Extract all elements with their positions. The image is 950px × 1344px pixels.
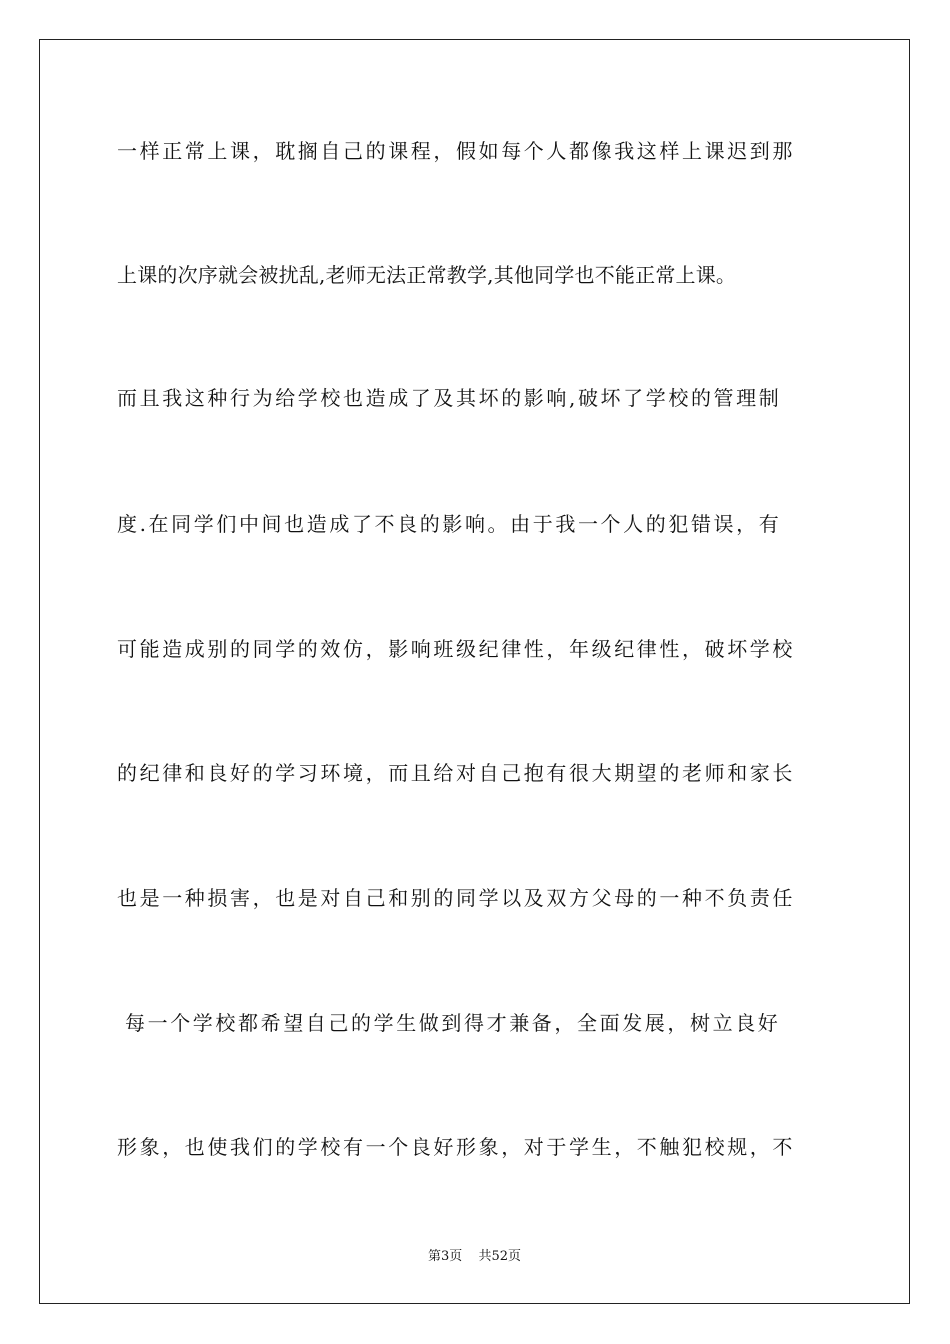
document-body	[40, 40, 909, 1303]
text-line: 的纪律和良好的学习环境，而且给对自己抱有很大期望的老师和家长	[117, 761, 795, 785]
text-line: 每一个学校都希望自己的学生做到得才兼备，全面发展，树立良好	[125, 1011, 781, 1035]
page-total: 共52页	[478, 1249, 521, 1264]
text-line: 上课的次序就会被扰乱,老师无法正常教学,其他同学也不能正常上课。	[117, 263, 737, 287]
page-frame	[39, 39, 910, 1304]
page-number: 第3页	[428, 1249, 463, 1264]
text-line: 也是一种损害，也是对自己和别的同学以及双方父母的一种不负责任	[117, 886, 795, 910]
text-line: 一样正常上课，耽搁自己的课程，假如每个人都像我这样上课迟到那	[117, 139, 795, 163]
text-line: 形象，也使我们的学校有一个良好形象，对于学生，不触犯校规，不	[117, 1135, 795, 1159]
text-line: 而且我这种行为给学校也造成了及其坏的影响,破坏了学校的管理制	[117, 386, 782, 410]
page-footer	[40, 1249, 909, 1265]
text-line: 可能造成别的同学的效仿，影响班级纪律性，年级纪律性，破坏学校	[117, 637, 795, 661]
text-line: 度.在同学们中间也造成了不良的影响。由于我一个人的犯错误，有	[117, 512, 782, 536]
